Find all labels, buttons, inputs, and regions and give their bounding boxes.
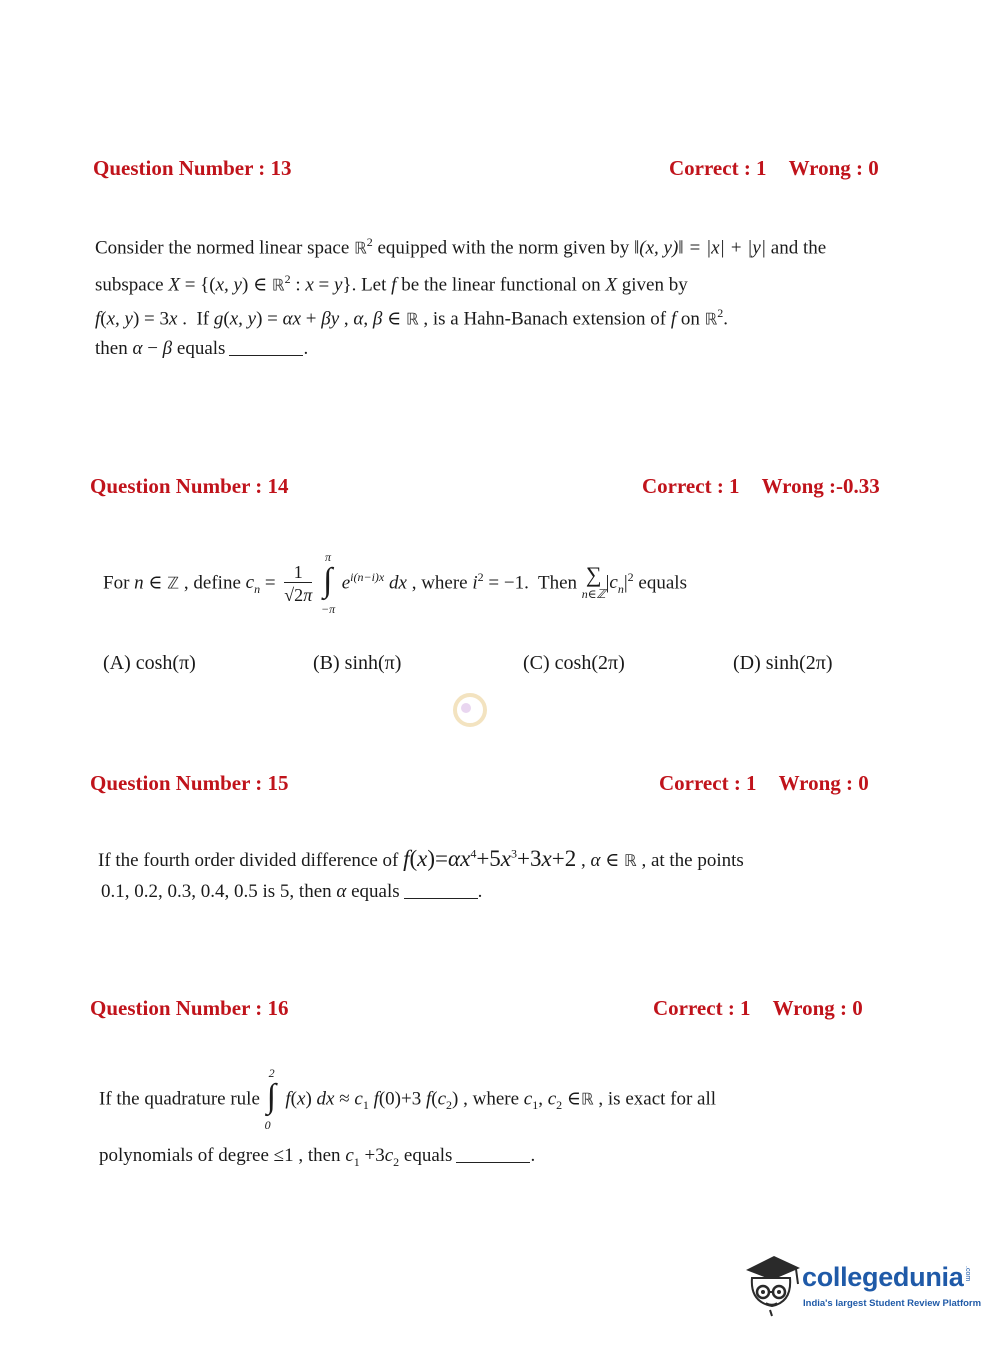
q13-marks (669, 156, 879, 181)
logo-name: collegedunia (802, 1262, 964, 1292)
q15-line-2: 0.1, 0.2, 0.3, 0.4, 0.5 is 5, then α equals . (101, 881, 483, 902)
q15-wrong: Wrong : 0 (778, 771, 869, 795)
q16-correct: Correct : 1 (653, 996, 751, 1020)
q13-line-4: then α − β equals . (95, 338, 309, 359)
q14-stem: For n ∈ ℤ , define $c_n$ = $\frac{1}{√2\pi}$ π ∫ −π $e^{i(n-i)x}$ dx , where $i^2 = -1$. Then ∑ $n\in ℤ|c_n|^2$ equals (103, 550, 687, 616)
q16-line-1: If the quadrature rule 2 ∫ 0 f(x) dx ≈ $c_1$ f(0)+3 $f(c_2)$ , where $c_1$, $c_2$ ∈ℝ , is exact for all (99, 1066, 717, 1132)
collegedunia-logo (742, 1248, 982, 1320)
q16-wrong: Wrong : 0 (772, 996, 863, 1020)
q15-line-1: If the fourth order divided difference of $f(x)=\alpha x^4+5x^3+3x+2$ , α ∈ ℝ , at the points (98, 846, 744, 871)
q14-wrong: Wrong :-0.33 (761, 474, 880, 498)
q13-heading: Question Number : 13 (93, 156, 292, 180)
option-a[interactable]: (A) cosh(π) (103, 652, 196, 674)
q13-line-1: Consider the normed linear space ℝ$^2$ equipped with the norm given by ‖(x, y)‖ = |x| + |y| and the (95, 235, 827, 259)
q14-correct: Correct : 1 (642, 474, 740, 498)
option-b[interactable]: (B) sinh(π) (313, 652, 402, 674)
answer-blank (229, 355, 303, 356)
q13-wrong: Wrong : 0 (788, 156, 879, 180)
q15-marks (659, 771, 869, 796)
q13-line-3: f(x, y) = 3x . If g(x, y) = αx + βy , α, β ∈ ℝ , is a Hahn-Banach extension of f on ℝ$^2$. (95, 306, 729, 330)
q14-heading: Question Number : 14 (90, 474, 289, 498)
watermark-icon (450, 690, 490, 730)
answer-blank (456, 1162, 530, 1163)
q13-correct: Correct : 1 (669, 156, 767, 180)
q14-marks (642, 474, 880, 499)
mascot-icon (742, 1248, 804, 1318)
q16-marks (653, 996, 863, 1021)
q13-line-2: subspace X = {(x, y) ∈ ℝ$^2$ : x = y}. Let f be the linear functional on X given by (95, 272, 688, 296)
option-d[interactable]: (D) sinh(2π) (733, 652, 833, 674)
q16-line-2: polynomials of degree ≤1 , then $c_1 +3c_2$ equals . (99, 1145, 536, 1169)
logo-domain: .com (964, 1266, 971, 1282)
logo-tagline: India's largest Student Review Platform (803, 1298, 982, 1309)
q15-heading: Question Number : 15 (90, 771, 289, 795)
q15-correct: Correct : 1 (659, 771, 757, 795)
answer-blank (404, 898, 478, 899)
q16-heading: Question Number : 16 (90, 996, 289, 1020)
option-c[interactable]: (C) cosh(2π) (523, 652, 625, 674)
